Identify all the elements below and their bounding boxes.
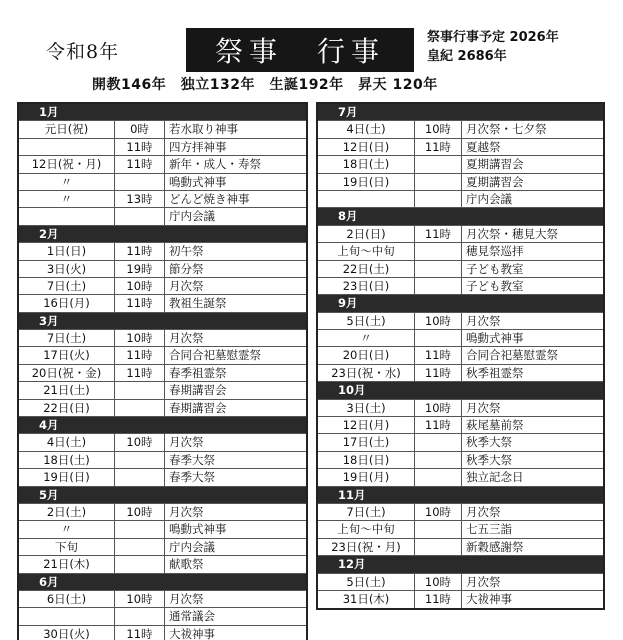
time-cell: 11時 bbox=[115, 243, 165, 259]
time-cell bbox=[115, 174, 165, 190]
table-row bbox=[318, 226, 603, 243]
table-row bbox=[19, 626, 306, 640]
time-cell: 11時 bbox=[115, 156, 165, 172]
event-cell: 月次祭 bbox=[169, 504, 204, 519]
month-header: 12月 bbox=[318, 556, 603, 573]
date-cell: 下旬 bbox=[19, 539, 115, 555]
table-row bbox=[19, 191, 306, 208]
table-row bbox=[318, 365, 603, 382]
subtitle-line-1: 祭事行事予定 2026年 bbox=[427, 30, 559, 45]
event-cell: 若水取り神事 bbox=[169, 122, 238, 137]
date-cell: 12日(月) bbox=[318, 417, 415, 433]
time-cell: 11時 bbox=[415, 226, 462, 242]
table-row bbox=[19, 121, 306, 138]
month-header: 2月 bbox=[19, 226, 306, 243]
event-cell: どんど焼き神事 bbox=[169, 191, 250, 206]
table-row bbox=[318, 191, 603, 208]
table-row bbox=[19, 347, 306, 364]
date-cell: 5日(土) bbox=[318, 574, 415, 590]
event-cell: 秋季祖霊祭 bbox=[466, 365, 524, 380]
table-row bbox=[19, 365, 306, 382]
time-cell bbox=[415, 330, 462, 346]
event-cell: 秋季大祭 bbox=[466, 435, 512, 450]
month-header: 4月 bbox=[19, 417, 306, 434]
event-cell: 四方拝神事 bbox=[169, 139, 227, 154]
event-cell: 独立記念日 bbox=[466, 470, 524, 485]
date-cell: 4日(土) bbox=[19, 434, 115, 450]
event-cell: 新年・成人・寿祭 bbox=[169, 157, 261, 172]
table-row bbox=[318, 121, 603, 138]
table-row bbox=[19, 591, 306, 608]
time-cell bbox=[115, 469, 165, 485]
date-cell: 6日(土) bbox=[19, 591, 115, 607]
table-row bbox=[19, 400, 306, 417]
table-row bbox=[19, 278, 306, 295]
time-cell: 10時 bbox=[115, 591, 165, 607]
anniversary-years: 開教146年 独立132年 生誕192年 昇天 120年 bbox=[92, 77, 438, 93]
time-cell bbox=[415, 174, 462, 190]
event-cell: 月次祭 bbox=[169, 331, 204, 346]
date-cell bbox=[19, 139, 115, 155]
time-cell: 11時 bbox=[415, 417, 462, 433]
time-cell bbox=[115, 608, 165, 624]
time-cell bbox=[115, 400, 165, 416]
date-cell: 12日(日) bbox=[318, 139, 415, 155]
table-row bbox=[318, 434, 603, 451]
month-header: 11月 bbox=[318, 487, 603, 504]
table-row bbox=[19, 243, 306, 260]
time-cell bbox=[415, 452, 462, 468]
date-cell: 7日(土) bbox=[19, 330, 115, 346]
date-cell: 21日(木) bbox=[19, 556, 115, 572]
event-cell: 萩尾墓前祭 bbox=[466, 418, 524, 433]
date-cell: 30日(火) bbox=[19, 626, 115, 640]
event-cell: 月次祭・七夕祭 bbox=[466, 122, 547, 137]
event-cell: 鳴動式神事 bbox=[169, 522, 227, 537]
table-row bbox=[19, 261, 306, 278]
table-row bbox=[318, 574, 603, 591]
month-header: 1月 bbox=[19, 104, 306, 121]
time-cell bbox=[415, 191, 462, 207]
month-header: 9月 bbox=[318, 295, 603, 312]
date-cell: 20日(祝・金) bbox=[19, 365, 115, 381]
table-row bbox=[318, 278, 603, 295]
table-row bbox=[318, 591, 603, 608]
time-cell bbox=[115, 521, 165, 537]
table-row bbox=[318, 330, 603, 347]
table-row bbox=[19, 208, 306, 225]
event-cell: 夏期講習会 bbox=[466, 157, 524, 172]
date-cell: 22日(日) bbox=[19, 400, 115, 416]
date-cell: 2日(日) bbox=[318, 226, 415, 242]
time-cell bbox=[415, 278, 462, 294]
table-row bbox=[318, 400, 603, 417]
time-cell bbox=[415, 521, 462, 537]
time-cell: 10時 bbox=[115, 278, 165, 294]
schedule-table-left bbox=[17, 102, 308, 640]
month-header: 3月 bbox=[19, 313, 306, 330]
date-cell: 16日(月) bbox=[19, 295, 115, 311]
subtitle-line-2: 皇紀 2686年 bbox=[427, 49, 507, 64]
table-row bbox=[19, 521, 306, 538]
table-row bbox=[318, 417, 603, 434]
page-title: 祭事 行事 bbox=[186, 28, 414, 72]
table-row bbox=[19, 174, 306, 191]
table-row bbox=[318, 504, 603, 521]
date-cell: 17日(土) bbox=[318, 434, 415, 450]
event-cell: 穂見祭巡拝 bbox=[466, 244, 524, 259]
event-cell: 初午祭 bbox=[169, 244, 204, 259]
date-cell: 22日(土) bbox=[318, 261, 415, 277]
event-cell: 月次祭 bbox=[466, 574, 501, 589]
date-cell: 7日(土) bbox=[318, 504, 415, 520]
event-cell: 春期講習会 bbox=[169, 400, 227, 415]
date-cell: 18日(土) bbox=[318, 156, 415, 172]
time-cell: 11時 bbox=[415, 365, 462, 381]
era-label: 令和8年 bbox=[46, 41, 120, 63]
time-cell bbox=[115, 539, 165, 555]
event-cell: 節分祭 bbox=[169, 261, 204, 276]
event-cell: 春季祖霊祭 bbox=[169, 365, 227, 380]
date-cell: 19日(日) bbox=[19, 469, 115, 485]
table-row bbox=[19, 539, 306, 556]
event-cell: 庁内会議 bbox=[169, 539, 215, 554]
event-cell: 秋季大祭 bbox=[466, 452, 512, 467]
time-cell: 10時 bbox=[415, 313, 462, 329]
date-cell: 12日(祝・月) bbox=[19, 156, 115, 172]
date-cell: 〃 bbox=[19, 521, 115, 537]
time-cell: 11時 bbox=[115, 295, 165, 311]
time-cell bbox=[115, 382, 165, 398]
time-cell: 10時 bbox=[415, 504, 462, 520]
time-cell: 10時 bbox=[115, 330, 165, 346]
time-cell bbox=[415, 469, 462, 485]
event-cell: 七五三詣 bbox=[466, 522, 512, 537]
table-row bbox=[19, 139, 306, 156]
event-cell: 春期講習会 bbox=[169, 383, 227, 398]
event-cell: 鳴動式神事 bbox=[169, 174, 227, 189]
date-cell: 23日(祝・水) bbox=[318, 365, 415, 381]
event-cell: 夏越祭 bbox=[466, 139, 501, 154]
event-cell: 月次祭 bbox=[169, 591, 204, 606]
time-cell: 10時 bbox=[415, 574, 462, 590]
table-row bbox=[19, 295, 306, 312]
date-cell: 20日(日) bbox=[318, 347, 415, 363]
table-row bbox=[19, 504, 306, 521]
date-cell bbox=[19, 608, 115, 624]
table-row bbox=[318, 469, 603, 486]
date-cell: 21日(土) bbox=[19, 382, 115, 398]
event-cell: 月次祭 bbox=[466, 504, 501, 519]
time-cell: 11時 bbox=[415, 139, 462, 155]
event-cell: 月次祭・穂見大祭 bbox=[466, 226, 558, 241]
date-cell: 元日(祝) bbox=[19, 121, 115, 137]
event-cell: 月次祭 bbox=[169, 435, 204, 450]
date-cell: 31日(木) bbox=[318, 591, 415, 608]
table-row bbox=[19, 556, 306, 573]
schedule-table-right bbox=[316, 102, 605, 610]
time-cell bbox=[115, 556, 165, 572]
table-row bbox=[19, 608, 306, 625]
table-row bbox=[318, 174, 603, 191]
date-cell: 7日(土) bbox=[19, 278, 115, 294]
time-cell: 0時 bbox=[115, 121, 165, 137]
date-cell: 上旬〜中旬 bbox=[318, 243, 415, 259]
time-cell: 11時 bbox=[415, 347, 462, 363]
time-cell: 11時 bbox=[415, 591, 462, 608]
date-cell: 3日(土) bbox=[318, 400, 415, 416]
time-cell bbox=[415, 261, 462, 277]
time-cell: 10時 bbox=[115, 434, 165, 450]
date-cell: 1日(日) bbox=[19, 243, 115, 259]
date-cell: 〃 bbox=[318, 330, 415, 346]
event-cell: 大祓神事 bbox=[466, 591, 512, 606]
date-cell: 18日(土) bbox=[19, 452, 115, 468]
event-cell: 子ども教室 bbox=[466, 278, 524, 293]
date-cell: 17日(火) bbox=[19, 347, 115, 363]
event-cell: 庁内会議 bbox=[169, 209, 215, 224]
event-cell: 庁内会議 bbox=[466, 191, 512, 206]
time-cell: 11時 bbox=[115, 347, 165, 363]
time-cell: 10時 bbox=[115, 504, 165, 520]
time-cell: 10時 bbox=[415, 121, 462, 137]
date-cell: 〃 bbox=[19, 174, 115, 190]
table-row bbox=[19, 156, 306, 173]
month-header: 8月 bbox=[318, 208, 603, 225]
event-cell: 夏期講習会 bbox=[466, 174, 524, 189]
table-row bbox=[318, 261, 603, 278]
event-cell: 月次祭 bbox=[466, 313, 501, 328]
month-header: 5月 bbox=[19, 487, 306, 504]
month-header: 7月 bbox=[318, 104, 603, 121]
event-cell: 合同合祀墓慰霊祭 bbox=[169, 348, 261, 363]
date-cell: 19日(日) bbox=[318, 174, 415, 190]
event-cell: 通常議会 bbox=[169, 609, 215, 624]
event-cell: 献歌祭 bbox=[169, 557, 204, 572]
time-cell bbox=[115, 208, 165, 224]
schedule-subtitle bbox=[427, 28, 559, 66]
table-row bbox=[19, 469, 306, 486]
date-cell: 18日(日) bbox=[318, 452, 415, 468]
table-row bbox=[19, 434, 306, 451]
date-cell: 23日(日) bbox=[318, 278, 415, 294]
event-cell: 子ども教室 bbox=[466, 261, 524, 276]
event-cell: 大祓神事 bbox=[169, 626, 215, 640]
event-cell: 教祖生誕祭 bbox=[169, 296, 227, 311]
time-cell: 13時 bbox=[115, 191, 165, 207]
month-header: 10月 bbox=[318, 382, 603, 399]
table-row bbox=[318, 521, 603, 538]
table-row bbox=[19, 382, 306, 399]
date-cell: 4日(土) bbox=[318, 121, 415, 137]
time-cell bbox=[115, 452, 165, 468]
table-row bbox=[318, 347, 603, 364]
date-cell bbox=[19, 208, 115, 224]
date-cell: 23日(祝・月) bbox=[318, 539, 415, 555]
time-cell: 19時 bbox=[115, 261, 165, 277]
event-cell: 合同合祀墓慰霊祭 bbox=[466, 348, 558, 363]
time-cell: 10時 bbox=[415, 400, 462, 416]
event-cell: 春季大祭 bbox=[169, 470, 215, 485]
event-cell: 鳴動式神事 bbox=[466, 331, 524, 346]
table-row bbox=[19, 452, 306, 469]
table-row bbox=[19, 330, 306, 347]
table-row bbox=[318, 539, 603, 556]
event-cell: 月次祭 bbox=[466, 400, 501, 415]
table-row bbox=[318, 139, 603, 156]
time-cell: 11時 bbox=[115, 139, 165, 155]
date-cell: 3日(火) bbox=[19, 261, 115, 277]
date-cell: 上旬〜中旬 bbox=[318, 521, 415, 537]
date-cell: 〃 bbox=[19, 191, 115, 207]
time-cell: 11時 bbox=[115, 626, 165, 640]
time-cell bbox=[415, 539, 462, 555]
event-cell: 月次祭 bbox=[169, 278, 204, 293]
date-cell: 5日(土) bbox=[318, 313, 415, 329]
time-cell bbox=[415, 434, 462, 450]
time-cell: 11時 bbox=[115, 365, 165, 381]
date-cell: 2日(土) bbox=[19, 504, 115, 520]
event-cell: 春季大祭 bbox=[169, 452, 215, 467]
date-cell bbox=[318, 191, 415, 207]
time-cell bbox=[415, 243, 462, 259]
event-cell: 新穀感謝祭 bbox=[466, 539, 524, 554]
time-cell bbox=[415, 156, 462, 172]
table-row bbox=[318, 313, 603, 330]
table-row bbox=[318, 156, 603, 173]
table-row bbox=[318, 243, 603, 260]
date-cell: 19日(月) bbox=[318, 469, 415, 485]
month-header: 6月 bbox=[19, 574, 306, 591]
table-row bbox=[318, 452, 603, 469]
